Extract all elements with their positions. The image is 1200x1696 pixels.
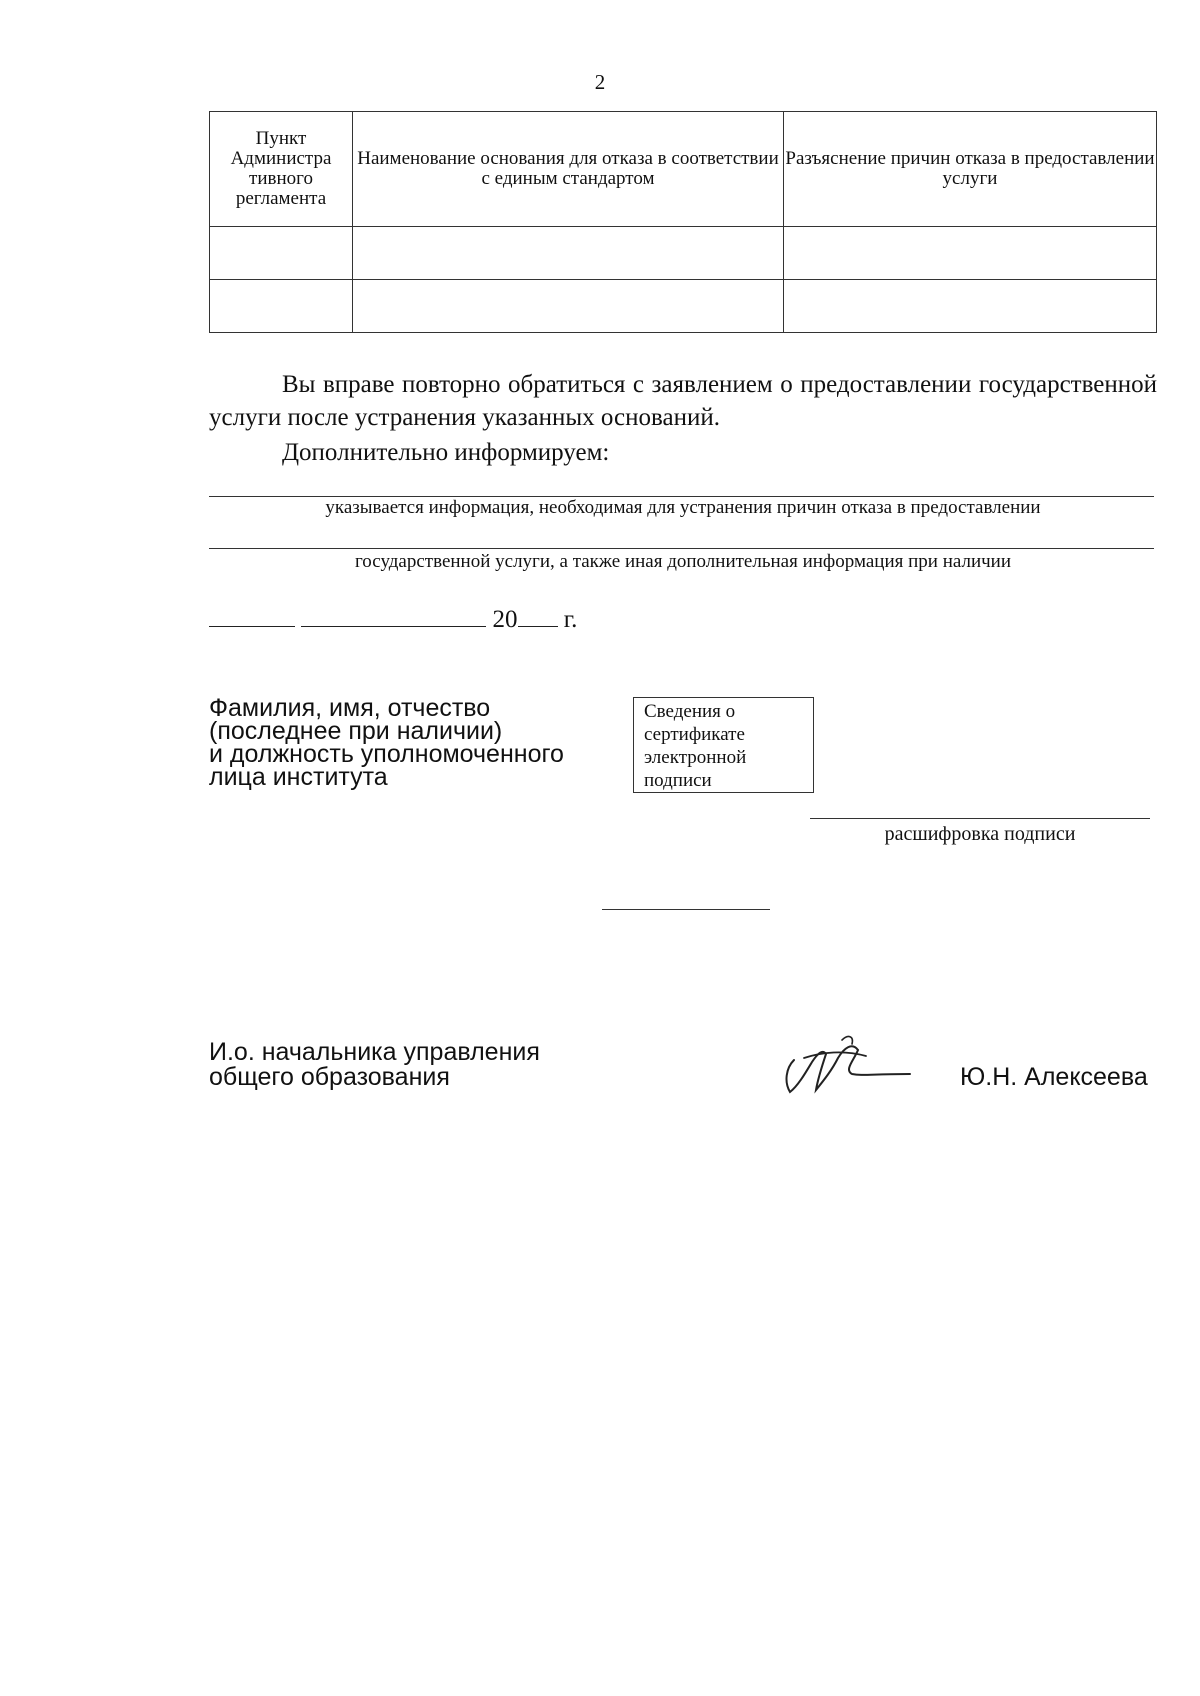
official-line: Фамилия, имя, отчество <box>209 694 491 722</box>
info-caption-1: указывается информация, необходимая для устранения причин отказа в предоставлении <box>325 497 1041 518</box>
authorized-person-label <box>209 694 564 791</box>
cert-line: подписи <box>644 770 712 791</box>
info-caption-2: государственной услуги, а также иная дополнительная информация при наличии <box>354 551 1012 572</box>
date-line <box>209 604 577 635</box>
official-line: (последнее при наличии) <box>209 717 503 745</box>
signer-position-line: И.о. начальника управления <box>209 1038 540 1066</box>
table-cell <box>210 227 353 280</box>
additional-info-intro: Дополнительно информируем: <box>282 439 610 466</box>
cert-line: Сведения о <box>644 701 736 722</box>
year-suffix: г. <box>563 606 578 633</box>
month-blank <box>301 604 486 627</box>
table-row <box>210 227 1157 280</box>
header-refusal-explanation: Разъяснение причин отказа в предоставлении услуги <box>784 112 1157 227</box>
table-cell <box>353 227 784 280</box>
year-blank <box>518 604 558 627</box>
signature-decipher-line <box>810 818 1150 819</box>
table-cell <box>784 227 1157 280</box>
table-cell <box>784 280 1157 333</box>
separator-line <box>602 909 770 910</box>
table-cell <box>353 280 784 333</box>
table-row <box>210 280 1157 333</box>
header-regulation-clause: Пункт Администра тивного регламента <box>210 112 353 227</box>
signer-position <box>209 1040 540 1090</box>
signer-position-line: общего образования <box>209 1063 450 1091</box>
refusal-reasons-table <box>209 111 1157 333</box>
page-number: 2 <box>594 70 606 94</box>
signature-decipher-caption: расшифровка подписи <box>884 823 1076 845</box>
handwritten-signature <box>782 1030 912 1100</box>
info-line-2 <box>209 548 1154 549</box>
cert-line: сертификате <box>644 724 745 745</box>
official-line: лица института <box>209 763 388 791</box>
table-cell <box>210 280 353 333</box>
header-refusal-basis: Наименование основания для отказа в соответствии с единым стандартом <box>353 112 784 227</box>
official-line: и должность уполномоченного <box>209 740 564 768</box>
e-signature-certificate-box <box>633 697 814 793</box>
signer-name: Ю.Н. Алексеева <box>960 1063 1148 1091</box>
cert-line: электронной <box>644 747 747 768</box>
reapply-paragraph: Вы вправе повторно обратиться с заявлением о предоставлении государственной услуги после устранения указанных оснований. <box>209 371 1157 431</box>
year-prefix: 20 <box>492 606 518 633</box>
table-header-row <box>210 112 1157 227</box>
day-blank <box>209 604 295 627</box>
